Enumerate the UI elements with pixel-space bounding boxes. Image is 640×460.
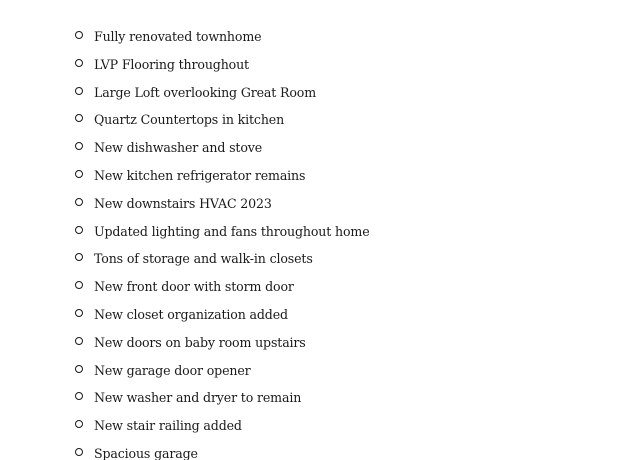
bullet-icon: [75, 198, 83, 206]
list-item-text: Spacious garage: [94, 445, 198, 460]
list-item: [0, 357, 640, 385]
bullet-icon: [75, 114, 83, 122]
list-item: [0, 23, 640, 51]
list-item: [0, 162, 640, 190]
list-item-text: New stair railing added: [94, 418, 242, 434]
bullet-icon: [75, 170, 83, 178]
list-item: [0, 79, 640, 107]
list-item-text: New washer and dryer to remain: [94, 390, 302, 406]
list-item-text: New garage door opener: [94, 362, 251, 378]
list-item: [0, 384, 640, 412]
bullet-icon: [75, 31, 83, 39]
list-item-text: New dishwasher and stove: [94, 140, 263, 156]
bullet-icon: [75, 309, 83, 317]
bullet-icon: [75, 59, 83, 67]
list-item: [0, 301, 640, 329]
bullet-icon: [75, 365, 83, 373]
list-item-text: LVP Flooring throughout: [94, 56, 249, 72]
list-item-text: Quartz Countertops in kitchen: [94, 112, 285, 128]
bullet-icon: [75, 337, 83, 345]
bullet-icon: [75, 253, 83, 261]
bullet-icon: [75, 281, 83, 289]
bullet-icon: [75, 448, 83, 456]
list-item-text: New kitchen refrigerator remains: [94, 167, 306, 183]
list-item: [0, 329, 640, 357]
list-item-text: New downstairs HVAC 2023: [94, 195, 272, 211]
list-item: [0, 190, 640, 218]
list-item: [0, 245, 640, 273]
list-item: [0, 440, 640, 460]
list-item: [0, 51, 640, 79]
list-item-text: New closet organization added: [94, 306, 288, 322]
bullet-icon: [75, 226, 83, 234]
list-item: [0, 273, 640, 301]
list-item: [0, 134, 640, 162]
list-item: [0, 106, 640, 134]
list-item-text: New front door with storm door: [94, 279, 294, 295]
list-item-text: Tons of storage and walk-in closets: [94, 251, 313, 267]
bullet-icon: [75, 87, 83, 95]
bullet-icon: [75, 392, 83, 400]
list-item-text: Fully renovated townhome: [94, 29, 262, 44]
list-item-text: Updated lighting and fans throughout home: [94, 223, 370, 239]
bullet-icon: [75, 420, 83, 428]
list-item-text: Large Loft overlooking Great Room: [94, 84, 317, 100]
bullet-icon: [75, 142, 83, 150]
list-item-text: New doors on baby room upstairs: [94, 334, 306, 350]
list-item: [0, 412, 640, 440]
feature-list: [0, 23, 640, 460]
list-item: [0, 218, 640, 246]
